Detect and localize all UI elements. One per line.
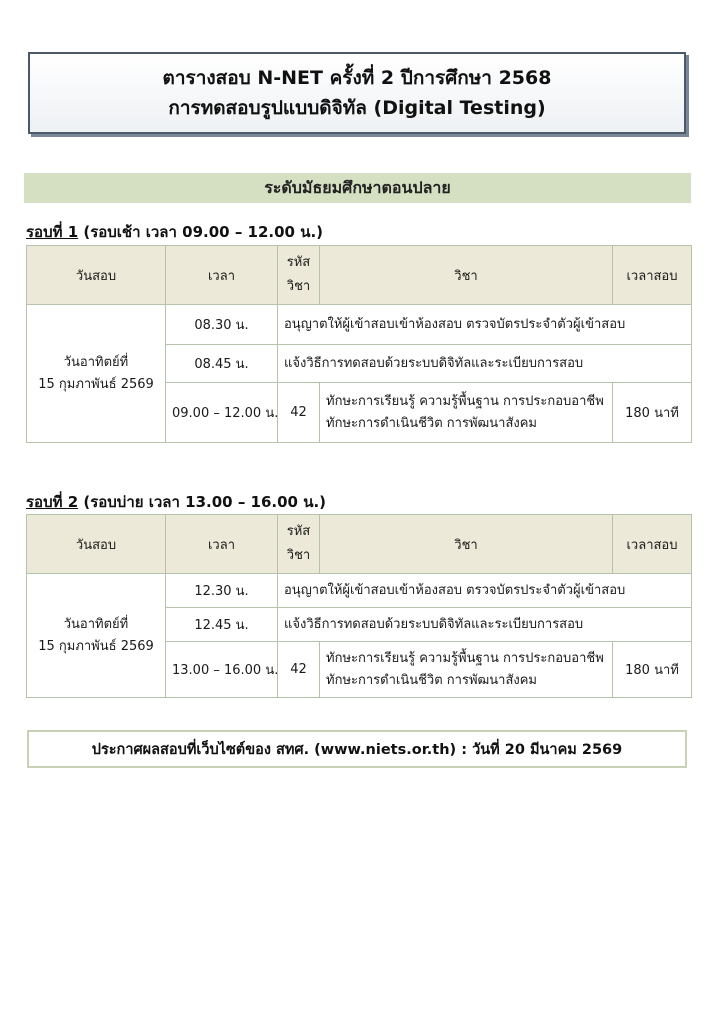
round-1-heading — [26, 220, 323, 244]
time-cell: 12.45 น. — [166, 608, 278, 642]
round-1-label: รอบที่ 1 — [26, 223, 79, 241]
level-heading: ระดับมัธยมศึกษาตอนปลาย — [24, 173, 691, 203]
table-row — [27, 574, 692, 608]
time-cell: 12.30 น. — [166, 574, 278, 608]
activity-cell: แจ้งวิธีการทดสอบด้วยระบบดิจิทัลและระเบียบการสอบ — [278, 608, 692, 642]
header-duration: เวลาสอบ — [613, 515, 692, 574]
subject-code: 42 — [278, 642, 320, 698]
round-2-label: รอบที่ 2 — [26, 493, 79, 511]
header-code: รหัส วิชา — [278, 246, 320, 305]
header-time: เวลา — [166, 515, 278, 574]
exam-date: วันอาทิตย์ที่ 15 กุมภาพันธ์ 2569 — [27, 305, 166, 443]
activity-cell: อนุญาตให้ผู้เข้าสอบเข้าห้องสอบ ตรวจบัตรประจำตัวผู้เข้าสอบ — [278, 305, 692, 345]
duration-cell: 180 นาที — [613, 642, 692, 698]
round-2-table — [26, 514, 692, 698]
header-subject: วิชา — [320, 515, 613, 574]
title-line-1: ตารางสอบ N-NET ครั้งที่ 2 ปีการศึกษา 2568 — [162, 67, 552, 89]
table-header-row — [27, 515, 692, 574]
round-1-detail: (รอบเช้า เวลา 09.00 – 12.00 น.) — [78, 223, 324, 241]
round-2-detail: (รอบบ่าย เวลา 13.00 – 16.00 น.) — [78, 493, 327, 511]
subject-cell: ทักษะการเรียนรู้ ความรู้พื้นฐาน การประกอบอาชีพ ทักษะการดำเนินชีวิต การพัฒนาสังคม — [320, 642, 613, 698]
header-code: รหัส วิชา — [278, 515, 320, 574]
subject-code: 42 — [278, 383, 320, 443]
title-line-2: การทดสอบรูปแบบดิจิทัล (Digital Testing) — [168, 97, 546, 119]
subject-cell: ทักษะการเรียนรู้ ความรู้พื้นฐาน การประกอบอาชีพ ทักษะการดำเนินชีวิต การพัฒนาสังคม — [320, 383, 613, 443]
time-cell: 13.00 – 16.00 น. — [166, 642, 278, 698]
header-duration: เวลาสอบ — [613, 246, 692, 305]
results-announcement: ประกาศผลสอบที่เว็บไซต์ของ สทศ. (www.niets.or.th) : วันที่ 20 มีนาคม 2569 — [27, 730, 687, 768]
header-subject: วิชา — [320, 246, 613, 305]
duration-cell: 180 นาที — [613, 383, 692, 443]
round-2-heading — [26, 490, 326, 514]
time-cell: 09.00 – 12.00 น. — [166, 383, 278, 443]
table-header-row — [27, 246, 692, 305]
activity-cell: แจ้งวิธีการทดสอบด้วยระบบดิจิทัลและระเบียบการสอบ — [278, 345, 692, 383]
round-1-table — [26, 245, 692, 443]
time-cell: 08.45 น. — [166, 345, 278, 383]
activity-cell: อนุญาตให้ผู้เข้าสอบเข้าห้องสอบ ตรวจบัตรประจำตัวผู้เข้าสอบ — [278, 574, 692, 608]
time-cell: 08.30 น. — [166, 305, 278, 345]
table-row — [27, 305, 692, 345]
header-date: วันสอบ — [27, 515, 166, 574]
header-time: เวลา — [166, 246, 278, 305]
header-date: วันสอบ — [27, 246, 166, 305]
exam-date: วันอาทิตย์ที่ 15 กุมภาพันธ์ 2569 — [27, 574, 166, 698]
title-box — [28, 52, 686, 134]
